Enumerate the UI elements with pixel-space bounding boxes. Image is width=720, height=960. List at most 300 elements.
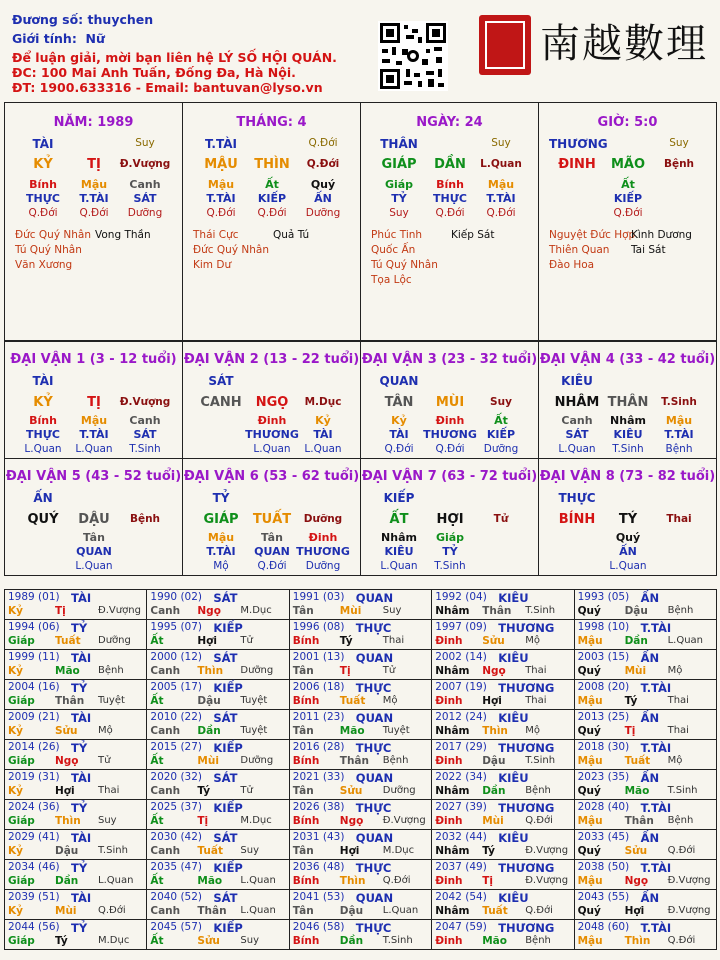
year-label: 1995 (07) xyxy=(150,621,203,633)
year-state: Bệnh xyxy=(98,665,124,676)
year-stem: Giáp xyxy=(8,875,35,887)
year-cell xyxy=(574,679,717,710)
year-label: 2021 (33) xyxy=(292,771,345,783)
year-branch: Dần xyxy=(482,785,506,797)
year-branch: Mùi xyxy=(339,605,362,617)
year-state: T.Sinh xyxy=(98,845,128,856)
hidden-ten-god: TÀI xyxy=(313,428,333,441)
hidden-state: L.Quan xyxy=(558,443,596,455)
pillar-state: Q.Đới xyxy=(306,158,340,170)
year-branch: Thân xyxy=(482,605,512,617)
year-stem: Tân xyxy=(292,905,314,917)
year-label: 2028 (40) xyxy=(577,801,630,813)
pillar-can: KỶ xyxy=(33,157,53,172)
dai-van-state: Tử xyxy=(493,513,509,525)
year-stem: Quý xyxy=(577,905,601,917)
year-cell xyxy=(574,769,717,800)
year-branch: Hợi xyxy=(339,845,360,857)
year-ten-god: TỶ xyxy=(71,861,88,875)
year-branch: Dần xyxy=(624,635,648,647)
year-cell xyxy=(4,829,147,860)
year-state: L.Quan xyxy=(98,875,134,886)
year-cell xyxy=(4,649,147,680)
year-state: Thai xyxy=(98,785,120,796)
pillar-3 xyxy=(360,102,539,341)
year-state: Q.Đới xyxy=(98,905,126,916)
dai-van-chi: MÙI xyxy=(435,395,465,410)
year-state: Suy xyxy=(240,845,259,856)
year-ten-god: KIÊU xyxy=(498,651,529,665)
year-cell xyxy=(431,679,574,710)
hidden-state: Q.Đới xyxy=(435,443,465,455)
hidden-stem: Mậu xyxy=(80,414,108,427)
year-label: 2009 (21) xyxy=(8,711,60,723)
year-label: 2032 (44) xyxy=(435,831,487,843)
year-ten-god: ẤN xyxy=(640,711,660,725)
hidden-stem: Canh xyxy=(129,178,161,191)
hidden-state: Q.Đới xyxy=(613,207,643,219)
year-branch: Thìn xyxy=(482,725,508,737)
dai-van-can: BÍNH xyxy=(558,512,596,527)
star-right: Kình Dương xyxy=(631,229,692,241)
dai-van-title: ĐẠI VẬN 2 (13 - 22 tuổi) xyxy=(183,352,360,367)
hidden-ten-god: SÁT xyxy=(133,192,157,205)
year-state: Thai xyxy=(667,725,689,736)
year-cell xyxy=(289,739,432,770)
year-stem: Mậu xyxy=(577,875,603,887)
year-branch: Sửu xyxy=(197,935,220,947)
year-label: 2004 (16) xyxy=(8,681,60,693)
hidden-state: Q.Đới xyxy=(435,207,465,219)
year-cell xyxy=(146,919,289,950)
year-cell xyxy=(431,829,574,860)
year-stem: Giáp xyxy=(8,695,35,707)
year-state: Đ.Vượng xyxy=(667,905,711,916)
pillar-can: GIÁP xyxy=(381,157,417,172)
year-label: 1989 (01) xyxy=(8,591,60,603)
dai-van-thap-than: KIẾP xyxy=(383,491,415,505)
hidden-stem: Canh xyxy=(129,414,161,427)
year-branch: Sửu xyxy=(482,635,505,647)
year-cell xyxy=(431,799,574,830)
year-label: 1992 (04) xyxy=(435,591,487,603)
year-label: 2036 (48) xyxy=(292,861,345,873)
hidden-state: Q.Đới xyxy=(384,443,414,455)
year-ten-god: TÀI xyxy=(71,831,92,845)
year-ten-god: KIẾP xyxy=(213,861,243,875)
year-cell xyxy=(146,889,289,920)
year-cell xyxy=(146,589,289,620)
pillar-thap-than: TÀI xyxy=(32,137,54,151)
year-label: 2027 (39) xyxy=(435,801,487,813)
year-branch: Tị xyxy=(482,875,493,887)
year-stem: Canh xyxy=(150,785,181,797)
hidden-ten-god: T.TÀI xyxy=(79,428,109,441)
dai-van-chi: HỢI xyxy=(436,512,464,527)
year-ten-god: KIÊU xyxy=(498,891,529,905)
year-label: 2007 (19) xyxy=(435,681,487,693)
hidden-ten-god: ẤN xyxy=(314,192,332,205)
hidden-state: L.Quan xyxy=(75,560,113,572)
pillar-chi: THÌN xyxy=(254,157,290,172)
year-stem: Đinh xyxy=(435,815,463,827)
year-state: M.Dục xyxy=(382,845,415,856)
year-label: 2018 (30) xyxy=(577,741,630,753)
dai-van-state: T.Sinh xyxy=(661,396,697,408)
year-cell xyxy=(146,799,289,830)
year-stem: Đinh xyxy=(435,695,463,707)
dai-van-thap-than: ẤN xyxy=(33,491,53,505)
hidden-state: Q.Đới xyxy=(79,207,109,219)
year-ten-god: TỶ xyxy=(71,921,88,935)
hidden-ten-god: SÁT xyxy=(133,428,157,441)
year-label: 2034 (46) xyxy=(8,861,60,873)
dai-van-chi: TÝ xyxy=(618,512,638,527)
dai-van-chi: NGỌ xyxy=(255,395,289,410)
star-right: Vong Thần xyxy=(95,229,151,241)
year-ten-god: T.TÀI xyxy=(640,681,672,695)
year-stem: Nhâm xyxy=(435,785,470,797)
year-stem: Quý xyxy=(577,605,601,617)
year-ten-god: KIẾP xyxy=(213,681,243,695)
hidden-stem: Quý xyxy=(310,178,336,191)
star-left: Thiên Quan xyxy=(549,244,610,256)
year-cell xyxy=(4,589,147,620)
year-cell xyxy=(146,829,289,860)
year-label: 1996 (08) xyxy=(292,621,345,633)
hidden-stem: Kỷ xyxy=(315,414,331,427)
star-right: Kiếp Sát xyxy=(451,229,495,241)
dai-van-chi: TỊ xyxy=(87,395,101,410)
star-left: Thái Cực xyxy=(193,229,239,241)
year-state: Bệnh xyxy=(667,605,694,616)
year-state: M.Dục xyxy=(240,605,272,616)
year-label: 2040 (52) xyxy=(150,891,203,903)
hidden-stem: Mậu xyxy=(80,178,108,191)
star-left: Tọa Lộc xyxy=(371,274,412,286)
year-ten-god: ẤN xyxy=(640,891,660,905)
dai-van-thap-than: SÁT xyxy=(208,374,234,388)
year-branch: Thìn xyxy=(624,935,651,947)
year-ten-god: THƯƠNG xyxy=(498,861,555,875)
year-branch: Dậu xyxy=(55,845,79,857)
hidden-state: L.Quan xyxy=(609,560,647,572)
dai-van-can: CANH xyxy=(200,395,242,410)
hidden-state: Q.Đới xyxy=(28,207,58,219)
year-branch: Thân xyxy=(197,905,227,917)
year-state: Suy xyxy=(98,815,117,826)
year-state: Tử xyxy=(382,665,396,676)
year-ten-god: TÀI xyxy=(71,711,92,725)
year-branch: Sửu xyxy=(624,845,648,857)
year-ten-god: QUAN xyxy=(355,771,394,785)
year-stem: Quý xyxy=(577,785,601,797)
year-cell xyxy=(574,889,717,920)
qr-code-icon xyxy=(378,21,448,91)
year-cell xyxy=(574,799,717,830)
hidden-stem: Bính xyxy=(29,178,57,191)
dai-van-1 xyxy=(4,341,183,459)
year-ten-god: KIÊU xyxy=(498,831,529,845)
year-label: 1993 (05) xyxy=(577,591,630,603)
year-ten-god: SÁT xyxy=(213,651,238,665)
year-cell xyxy=(431,649,574,680)
year-label: 2006 (18) xyxy=(292,681,345,693)
year-cell xyxy=(289,589,432,620)
hidden-ten-god: ẤN xyxy=(619,545,637,558)
year-stem: Mậu xyxy=(577,695,603,707)
year-label: 1990 (02) xyxy=(150,591,203,603)
year-stem: Bính xyxy=(292,935,320,947)
hidden-stem: Ất xyxy=(621,178,635,191)
year-stem: Ất xyxy=(150,815,164,827)
year-branch: Thân xyxy=(624,815,654,827)
hidden-stem: Mậu xyxy=(487,178,515,191)
year-branch: Ngọ xyxy=(55,755,79,767)
year-stem: Kỷ xyxy=(8,725,23,737)
year-branch: Dậu xyxy=(482,755,506,767)
hidden-state: Dưỡng xyxy=(305,560,341,572)
brand-logo: 南越數理 xyxy=(540,21,708,67)
star-left: Đức Quý Nhân xyxy=(15,229,91,241)
star-right: Tai Sát xyxy=(631,244,666,256)
dai-van-state: Đ.Vượng xyxy=(119,396,171,408)
hidden-ten-god: THƯƠNG xyxy=(245,428,299,441)
year-stem: Tân xyxy=(292,665,314,677)
year-stem: Kỷ xyxy=(8,905,23,917)
dai-van-title: ĐẠI VẬN 5 (43 - 52 tuổi) xyxy=(5,469,182,484)
year-stem: Đinh xyxy=(435,875,463,887)
year-cell xyxy=(574,649,717,680)
year-stem: Giáp xyxy=(8,815,35,827)
year-branch: Thìn xyxy=(55,815,81,827)
year-ten-god: ẤN xyxy=(640,591,660,605)
dai-van-can: TÂN xyxy=(384,395,414,410)
year-cell xyxy=(289,859,432,890)
phone-email-line: ĐT: 1900.633316 - Email: bantuvan@lyso.vn xyxy=(12,80,323,95)
year-label: 2014 (26) xyxy=(8,741,60,753)
hidden-ten-god: KIẾP xyxy=(486,428,516,441)
year-label: 2042 (54) xyxy=(435,891,487,903)
year-stem: Ất xyxy=(150,695,164,707)
year-label: 1998 (10) xyxy=(577,621,630,633)
hidden-state: Dưỡng xyxy=(127,207,163,219)
year-label: 1997 (09) xyxy=(435,621,487,633)
year-branch: Mùi xyxy=(55,905,77,917)
year-label: 2046 (58) xyxy=(292,921,345,933)
year-stem: Tân xyxy=(292,605,314,617)
hidden-stem: Canh xyxy=(561,414,593,427)
year-stem: Ất xyxy=(150,635,164,647)
year-cell xyxy=(289,619,432,650)
year-ten-god: THƯƠNG xyxy=(498,741,555,755)
year-branch: Hợi xyxy=(197,635,217,647)
year-cell xyxy=(146,709,289,740)
year-cell xyxy=(289,769,432,800)
year-label: 2026 (38) xyxy=(292,801,345,813)
pillar-thap-than: THÂN xyxy=(380,137,418,151)
year-state: Suy xyxy=(240,935,259,946)
pillar-title: THÁNG: 4 xyxy=(236,115,307,130)
year-label: 2031 (43) xyxy=(292,831,345,843)
year-state: Mộ xyxy=(525,725,540,736)
year-state: Đ.Vượng xyxy=(525,875,569,886)
hidden-state: Q.Đới xyxy=(257,560,287,572)
year-stem: Bính xyxy=(292,635,320,647)
year-ten-god: T.TÀI xyxy=(640,921,672,935)
pillar-thap-state: Q.Đới xyxy=(308,137,338,149)
year-label: 2015 (27) xyxy=(150,741,203,753)
year-state: Thai xyxy=(525,695,547,706)
year-ten-god: THỰC xyxy=(355,621,392,635)
dai-van-thap-than: QUAN xyxy=(379,374,419,388)
hidden-stem: Đinh xyxy=(308,531,338,544)
year-stem: Giáp xyxy=(8,635,35,647)
year-branch: Dậu xyxy=(197,695,221,707)
dai-van-thap-than: KIÊU xyxy=(561,374,593,388)
year-ten-god: SÁT xyxy=(213,591,238,605)
year-state: T.Sinh xyxy=(525,605,556,616)
pillar-chi: MÃO xyxy=(610,157,646,172)
hidden-stem: Mậu xyxy=(207,531,235,544)
hidden-state: L.Quan xyxy=(304,443,342,455)
year-cell xyxy=(4,799,147,830)
year-branch: Thìn xyxy=(339,875,366,887)
year-ten-god: QUAN xyxy=(355,831,394,845)
hidden-state: Q.Đới xyxy=(206,207,236,219)
year-cell xyxy=(4,739,147,770)
year-stem: Nhâm xyxy=(435,665,470,677)
year-state: Mộ xyxy=(98,725,113,736)
year-state: L.Quan xyxy=(382,905,419,916)
hidden-ten-god: THƯƠNG xyxy=(296,545,350,558)
year-cell xyxy=(4,709,147,740)
pillar-can: MẬU xyxy=(204,157,238,172)
pillar-chi: TỊ xyxy=(87,157,101,172)
year-cell xyxy=(431,619,574,650)
pillar-state: Đ.Vượng xyxy=(119,158,171,170)
year-branch: Tý xyxy=(339,635,353,647)
year-cell xyxy=(4,619,147,650)
year-cell xyxy=(431,709,574,740)
year-state: Bệnh xyxy=(667,815,694,826)
year-label: 2039 (51) xyxy=(8,891,60,903)
year-state: Bệnh xyxy=(525,785,551,796)
year-state: Dưỡng xyxy=(240,755,274,766)
year-branch: Tý xyxy=(624,695,638,707)
year-branch: Mão xyxy=(482,935,507,947)
hidden-state: Q.Đới xyxy=(257,207,287,219)
dai-van-can: ẤT xyxy=(389,512,409,527)
pillar-4 xyxy=(538,102,717,341)
year-cell xyxy=(289,709,432,740)
dai-van-chi: DẬU xyxy=(78,512,110,527)
year-state: Q.Đới xyxy=(667,845,696,856)
year-ten-god: KIẾP xyxy=(213,741,243,755)
star-left: Văn Xương xyxy=(15,259,73,271)
year-state: Mộ xyxy=(525,635,540,646)
pillar-2 xyxy=(182,102,361,341)
year-stem: Ất xyxy=(150,755,164,767)
year-branch: Tị xyxy=(197,815,209,827)
year-cell xyxy=(431,889,574,920)
year-state: Dưỡng xyxy=(382,785,416,796)
year-ten-god: THƯƠNG xyxy=(498,621,555,635)
year-stem: Nhâm xyxy=(435,845,470,857)
year-label: 2001 (13) xyxy=(292,651,345,663)
hidden-state: T.Sinh xyxy=(612,443,644,455)
year-label: 2035 (47) xyxy=(150,861,203,873)
year-label: 2013 (25) xyxy=(577,711,630,723)
year-state: Tử xyxy=(240,635,253,646)
hidden-stem: Tân xyxy=(83,531,105,544)
hidden-stem: Mậu xyxy=(207,178,235,191)
year-stem: Bính xyxy=(292,755,320,767)
year-state: Thai xyxy=(525,665,547,676)
star-left: Tú Quý Nhân xyxy=(371,259,438,271)
year-cell xyxy=(146,739,289,770)
year-state: Tuyệt xyxy=(98,695,125,706)
year-label: 2024 (36) xyxy=(8,801,60,813)
year-state: Thai xyxy=(382,635,405,646)
dai-van-title: ĐẠI VẬN 1 (3 - 12 tuổi) xyxy=(10,352,177,367)
year-label: 2017 (29) xyxy=(435,741,487,753)
year-branch: Mão xyxy=(197,875,223,887)
hidden-ten-god: TỶ xyxy=(391,192,407,205)
hidden-state: Bệnh xyxy=(665,443,693,455)
year-ten-god: T.TÀI xyxy=(640,621,672,635)
dai-van-chi: TUẤT xyxy=(252,512,292,527)
hidden-state: T.Sinh xyxy=(434,560,466,572)
year-ten-god: TÀI xyxy=(71,591,92,605)
year-label: 2048 (60) xyxy=(577,921,630,933)
year-stem: Bính xyxy=(292,815,320,827)
year-ten-god: TÀI xyxy=(71,891,92,905)
year-label: 2008 (20) xyxy=(577,681,630,693)
hidden-stem: Bính xyxy=(29,414,57,427)
pillar-thap-state: Suy xyxy=(669,137,689,149)
year-cell xyxy=(574,619,717,650)
year-stem: Canh xyxy=(150,845,181,857)
pillar-thap-state: Suy xyxy=(491,137,511,149)
year-state: Q.Đới xyxy=(525,815,553,826)
pillar-title: GIỜ: 5:0 xyxy=(597,115,658,130)
address-line: ĐC: 100 Mai Anh Tuấn, Đống Đa, Hà Nội. xyxy=(12,65,296,80)
year-state: Dưỡng xyxy=(98,635,131,646)
year-state: L.Quan xyxy=(240,905,276,916)
pillar-chi: DẦN xyxy=(434,157,466,172)
year-branch: Tuất xyxy=(197,845,223,857)
year-branch: Tý xyxy=(197,785,211,797)
year-cell xyxy=(574,739,717,770)
year-cell xyxy=(574,859,717,890)
year-cell xyxy=(289,679,432,710)
dai-van-7 xyxy=(360,458,539,576)
year-state: L.Quan xyxy=(240,875,276,886)
year-branch: Dậu xyxy=(339,905,364,917)
year-label: 2030 (42) xyxy=(150,831,203,843)
year-state: Dưỡng xyxy=(240,665,274,676)
hidden-stem: Nhâm xyxy=(381,531,417,544)
star-left: Đức Quý Nhân xyxy=(193,244,269,256)
dai-van-state: Thai xyxy=(666,513,692,525)
year-cell xyxy=(146,619,289,650)
year-branch: Tý xyxy=(55,935,68,947)
year-state: Tuyệt xyxy=(240,695,268,706)
year-branch: Tị xyxy=(624,725,636,737)
year-ten-god: QUAN xyxy=(355,891,394,905)
year-state: Tuyệt xyxy=(240,725,268,736)
